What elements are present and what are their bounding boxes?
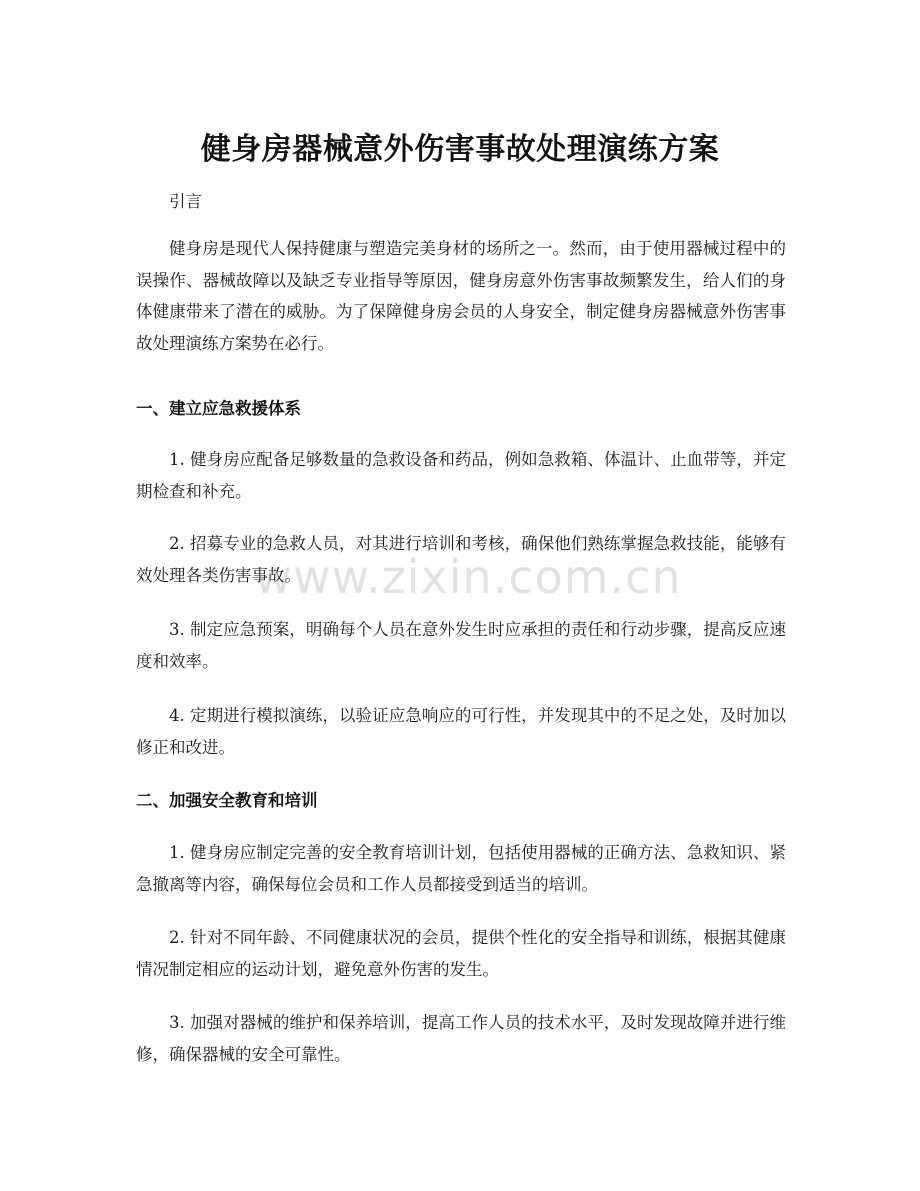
intro-label: 引言 xyxy=(169,192,202,211)
section-2-item-2: 2. 针对不同年龄、不同健康状况的会员，提供个性化的安全指导和训练，根据其健康情况制定相应的运动计划，避免意外伤害的发生。 xyxy=(136,928,786,979)
section-1-item-1: 1. 健身房应配备足够数量的急救设备和药品，例如急救箱、体温计、止血带等，并定期检查和补充。 xyxy=(136,450,786,501)
section-2-heading: 二、加强安全教育和培训 xyxy=(136,791,318,810)
section-1-heading: 一、建立应急救援体系 xyxy=(136,399,301,418)
intro-paragraph: 健身房是现代人保持健康与塑造完美身材的场所之一。然而，由于使用器械过程中的误操作、器械故障以及缺乏专业指导等原因，健身房意外伤害事故频繁发生，给人们的身体健康带来了潜在的威胁。为了保障健身房会员的人身安全，制定健身房器械意外伤害事故处理演练方案势在必行。 xyxy=(136,239,786,353)
section-1-item-2: 2. 招募专业的急救人员，对其进行培训和考核，确保他们熟练掌握急救技能，能够有效处理各类伤害事故。 xyxy=(136,534,786,585)
section-2-item-3: 3. 加强对器械的维护和保养培训，提高工作人员的技术水平，及时发现故障并进行维修，确保器械的安全可靠性。 xyxy=(136,1013,786,1064)
section-2-item-1: 1. 健身房应制定完善的安全教育培训计划，包括使用器械的正确方法、急救知识、紧急撤离等内容，确保每位会员和工作人员都接受到适当的培训。 xyxy=(136,843,786,894)
document-title: 健身房器械意外伤害事故处理演练方案 xyxy=(200,132,720,168)
watermark-text: www.zixin.com.cn xyxy=(254,550,682,604)
section-1-item-4: 4. 定期进行模拟演练，以验证应急响应的可行性，并发现其中的不足之处，及时加以修正和改进。 xyxy=(136,706,786,757)
section-1-item-3: 3. 制定应急预案，明确每个人员在意外发生时应承担的责任和行动步骤，提高反应速度和效率。 xyxy=(136,620,786,671)
